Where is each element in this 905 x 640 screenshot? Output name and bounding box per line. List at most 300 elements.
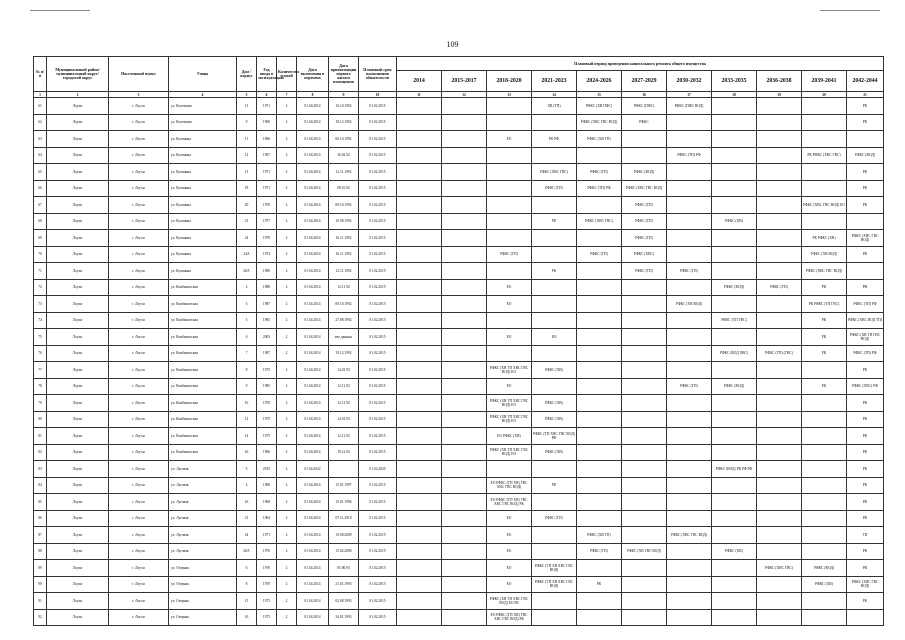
- period-cell: [622, 428, 667, 445]
- floors-cell: 2: [277, 444, 297, 461]
- house-cell: 18: [237, 180, 257, 197]
- period-cell: [397, 543, 442, 560]
- period-cell: [712, 477, 757, 494]
- period-cell: РК: [847, 477, 884, 494]
- period-cell: [442, 131, 487, 148]
- year-built-cell: 2003: [257, 329, 277, 346]
- privatization-cell: 08.10.92: [329, 180, 359, 197]
- street-cell: ул. Комбинатская: [169, 345, 237, 362]
- period-cell: [397, 98, 442, 115]
- date-included-cell: 01.04.2014: [297, 543, 329, 560]
- municipality-cell: Лоухи: [47, 477, 109, 494]
- year-built-cell: 1971: [257, 527, 277, 544]
- house-cell: 4: [237, 477, 257, 494]
- municipality-cell: Лоухи: [47, 395, 109, 412]
- period-cell: РФКС (ХВС) РФ: [847, 378, 884, 395]
- period-cell: ЕО: [487, 576, 532, 593]
- period-cell: [667, 279, 712, 296]
- year-built-cell: 1980: [257, 263, 277, 280]
- header-year: 2033-2035: [712, 71, 757, 92]
- row-number: 68: [34, 213, 47, 230]
- year-built-cell: 1973: [257, 593, 277, 610]
- period-cell: [397, 345, 442, 362]
- row-number: 74: [34, 312, 47, 329]
- column-number: 21: [847, 92, 884, 98]
- row-number: 69: [34, 230, 47, 247]
- header-year: 2030-2032: [667, 71, 712, 92]
- period-cell: [712, 197, 757, 214]
- year-built-cell: 1977: [257, 213, 277, 230]
- settlement-cell: г. Лоухи: [109, 197, 169, 214]
- period-cell: [442, 98, 487, 115]
- deadline-cell: 01.02.2015: [359, 378, 397, 395]
- period-cell: РФКС (ТП): [622, 230, 667, 247]
- column-number: 13: [487, 92, 532, 98]
- column-number: 7: [277, 92, 297, 98]
- period-cell: [757, 164, 802, 181]
- municipality-cell: Лоухи: [47, 510, 109, 527]
- period-cell: РК: [847, 428, 884, 445]
- period-cell: [622, 131, 667, 148]
- row-number: 61: [34, 98, 47, 115]
- settlement-cell: г. Лоухи: [109, 213, 169, 230]
- period-cell: [622, 411, 667, 428]
- street-cell: ул. Комбинатская: [169, 329, 237, 346]
- period-cell: [442, 576, 487, 593]
- street-cell: ул. Комбинатская: [169, 296, 237, 313]
- floors-cell: 2: [277, 510, 297, 527]
- floors-cell: 2: [277, 312, 297, 329]
- floors-cell: 2: [277, 609, 297, 626]
- period-cell: [757, 378, 802, 395]
- column-number: 17: [667, 92, 712, 98]
- period-cell: [802, 164, 847, 181]
- settlement-cell: г. Лоухи: [109, 230, 169, 247]
- row-number: 84: [34, 477, 47, 494]
- header-floors: Количество этажей: [277, 57, 297, 92]
- municipality-cell: Лоухи: [47, 164, 109, 181]
- privatization-cell: 16.02.92: [329, 147, 359, 164]
- period-cell: [487, 197, 532, 214]
- table-row: [34, 477, 884, 494]
- year-built-cell: 1987: [257, 345, 277, 362]
- period-cell: [532, 593, 577, 610]
- period-cell: РФКС (ХВС ГВС): [577, 213, 622, 230]
- privatization-cell: 12.11.92: [329, 395, 359, 412]
- year-built-cell: 1968: [257, 477, 277, 494]
- deadline-cell: 01.02.2015: [359, 147, 397, 164]
- table-row: [34, 197, 884, 214]
- period-cell: [622, 477, 667, 494]
- year-built-cell: 1964: [257, 510, 277, 527]
- year-built-cell: 1973: [257, 609, 277, 626]
- municipality-cell: Лоухи: [47, 279, 109, 296]
- period-cell: РФКС (ВОД): [712, 279, 757, 296]
- period-cell: [577, 329, 622, 346]
- repair-schedule-table: [33, 56, 884, 626]
- period-cell: РК: [802, 279, 847, 296]
- header-year: 2015-2017: [442, 71, 487, 92]
- street-cell: ул. Кузьмина: [169, 147, 237, 164]
- year-built-cell: 1976: [257, 560, 277, 577]
- period-cell: [757, 428, 802, 445]
- period-cell: РФКС (ТП ГВС): [712, 312, 757, 329]
- period-cell: [802, 593, 847, 610]
- period-cell: ЕО РФКС (ХВ): [487, 428, 532, 445]
- row-number: 85: [34, 494, 47, 511]
- period-cell: ЕО РФКС (ТП ХВ) ГВС ХВС ГВС ВОД) РК: [487, 494, 532, 511]
- period-cell: [622, 593, 667, 610]
- period-cell: [757, 444, 802, 461]
- period-cell: [577, 230, 622, 247]
- period-cell: [757, 362, 802, 379]
- house-cell: 20: [237, 197, 257, 214]
- date-included-cell: 01.04.2022: [297, 461, 329, 478]
- period-cell: [487, 98, 532, 115]
- deadline-cell: 01.02.2015: [359, 246, 397, 263]
- period-cell: РФКС (ХВС ГВС ВОД): [847, 576, 884, 593]
- period-cell: [757, 593, 802, 610]
- period-cell: [532, 296, 577, 313]
- period-cell: РФКС (ВОД): [712, 378, 757, 395]
- column-number: 9: [329, 92, 359, 98]
- privatization-cell: 16.10.1992: [329, 98, 359, 115]
- street-cell: ул. Кузьмина: [169, 164, 237, 181]
- period-cell: [442, 609, 487, 626]
- house-cell: 11: [237, 131, 257, 148]
- settlement-cell: г. Лоухи: [109, 609, 169, 626]
- period-cell: [577, 560, 622, 577]
- year-built-cell: 1971: [257, 164, 277, 181]
- period-cell: [757, 510, 802, 527]
- period-cell: [802, 213, 847, 230]
- date-included-cell: 01.04.2014: [297, 114, 329, 131]
- municipality-cell: Лоухи: [47, 147, 109, 164]
- house-cell: 7: [237, 345, 257, 362]
- period-cell: [757, 147, 802, 164]
- floors-cell: 2: [277, 428, 297, 445]
- period-cell: [802, 510, 847, 527]
- header-year: 2014: [397, 71, 442, 92]
- period-cell: [577, 510, 622, 527]
- municipality-cell: Лоухи: [47, 378, 109, 395]
- header-privatization: Дата приватизации первого жилого помещения: [329, 57, 359, 92]
- privatization-cell: 24.01.1993: [329, 609, 359, 626]
- period-cell: [667, 593, 712, 610]
- period-cell: [712, 362, 757, 379]
- floors-cell: 2: [277, 576, 297, 593]
- street-cell: ул. Озерная: [169, 609, 237, 626]
- header-planned-deadline: Плановый срок выполнения обязательств: [359, 57, 397, 92]
- period-cell: [442, 395, 487, 412]
- table-row: [34, 180, 884, 197]
- period-cell: [442, 230, 487, 247]
- period-cell: [397, 263, 442, 280]
- house-cell: 8: [237, 362, 257, 379]
- deadline-cell: 01.02.2015: [359, 345, 397, 362]
- street-cell: ул. Кузьмина: [169, 197, 237, 214]
- period-cell: [712, 147, 757, 164]
- municipality-cell: Лоухи: [47, 411, 109, 428]
- date-included-cell: 01.04.2014: [297, 494, 329, 511]
- house-cell: 16: [237, 444, 257, 461]
- header-settlement: Населенный пункт: [109, 57, 169, 92]
- period-cell: [442, 279, 487, 296]
- municipality-cell: Лоухи: [47, 197, 109, 214]
- privatization-cell: 15.01.1997: [329, 477, 359, 494]
- deadline-cell: 01.02.2015: [359, 98, 397, 115]
- year-built-cell: 1975: [257, 411, 277, 428]
- year-built-cell: 1976: [257, 543, 277, 560]
- street-cell: ул. Комбинатская: [169, 428, 237, 445]
- period-cell: [397, 180, 442, 197]
- municipality-cell: Лоухи: [47, 131, 109, 148]
- street-cell: ул. Кузьмина: [169, 263, 237, 280]
- period-cell: [442, 362, 487, 379]
- settlement-cell: г. Лоухи: [109, 593, 169, 610]
- house-cell: 6: [237, 560, 257, 577]
- period-cell: [442, 461, 487, 478]
- period-cell: РК РФКС (ХВС ГВС): [802, 147, 847, 164]
- period-cell: [397, 296, 442, 313]
- settlement-cell: г. Лоухи: [109, 527, 169, 544]
- municipality-cell: Лоухи: [47, 246, 109, 263]
- header-street: Улица: [169, 57, 237, 92]
- period-cell: [667, 329, 712, 346]
- settlement-cell: г. Лоухи: [109, 543, 169, 560]
- date-included-cell: 01.04.2014: [297, 98, 329, 115]
- deadline-cell: 01.02.2015: [359, 494, 397, 511]
- row-number: 72: [34, 279, 47, 296]
- date-included-cell: 01.04.2014: [297, 510, 329, 527]
- period-cell: [712, 296, 757, 313]
- period-cell: [712, 560, 757, 577]
- period-cell: [577, 494, 622, 511]
- year-built-cell: 1975: [257, 362, 277, 379]
- row-number: 63: [34, 131, 47, 148]
- house-cell: 24: [237, 230, 257, 247]
- period-cell: РК: [847, 411, 884, 428]
- deadline-cell: 01.02.2015: [359, 543, 397, 560]
- header-planned-period: Плановый период проведения капитального ремонта общего имущества: [397, 57, 884, 71]
- period-cell: [577, 362, 622, 379]
- settlement-cell: г. Лоухи: [109, 345, 169, 362]
- period-cell: [622, 312, 667, 329]
- top-rule-left: [30, 10, 90, 11]
- period-cell: РК: [847, 593, 884, 610]
- column-number: 16: [622, 92, 667, 98]
- period-cell: РФКС (ТП ХВ ХВС ГВС ВОД): [532, 560, 577, 577]
- period-cell: [397, 329, 442, 346]
- period-cell: РФКС (ТП): [667, 263, 712, 280]
- period-cell: [667, 114, 712, 131]
- date-included-cell: 01.04.2014: [297, 362, 329, 379]
- period-cell: [442, 197, 487, 214]
- period-cell: [397, 593, 442, 610]
- period-cell: РК: [847, 560, 884, 577]
- period-cell: [802, 131, 847, 148]
- period-cell: РФКС (ХВ): [712, 543, 757, 560]
- header-year: 2024-2026: [577, 71, 622, 92]
- period-cell: [757, 411, 802, 428]
- street-cell: ул. Озерная: [169, 576, 237, 593]
- period-cell: [757, 230, 802, 247]
- period-cell: [397, 510, 442, 527]
- municipality-cell: Лоухи: [47, 329, 109, 346]
- period-cell: [712, 164, 757, 181]
- privatization-cell: 06.10.1992: [329, 131, 359, 148]
- period-cell: ЕО: [487, 560, 532, 577]
- municipality-cell: Лоухи: [47, 461, 109, 478]
- period-cell: ЕО: [487, 279, 532, 296]
- period-cell: [397, 576, 442, 593]
- period-cell: [802, 98, 847, 115]
- period-cell: [442, 378, 487, 395]
- deadline-cell: 01.02.2015: [359, 362, 397, 379]
- street-cell: ул. Луговая: [169, 477, 237, 494]
- settlement-cell: г. Лоухи: [109, 329, 169, 346]
- date-included-cell: 01.04.2014: [297, 180, 329, 197]
- street-cell: ул. Комбинатская: [169, 395, 237, 412]
- floors-cell: 2: [277, 147, 297, 164]
- column-number: 2: [47, 92, 109, 98]
- deadline-cell: 01.02.2015: [359, 395, 397, 412]
- period-cell: [577, 312, 622, 329]
- period-cell: [442, 510, 487, 527]
- period-cell: РФКС (ХВ ТП ХВС ГВС ВОД) ЕО: [487, 444, 532, 461]
- street-cell: ул. Луговая: [169, 510, 237, 527]
- period-cell: [712, 593, 757, 610]
- period-cell: [802, 527, 847, 544]
- floors-cell: 2: [277, 560, 297, 577]
- year-built-cell: 1971: [257, 180, 277, 197]
- period-cell: [442, 593, 487, 610]
- period-cell: [577, 609, 622, 626]
- table-row: [34, 296, 884, 313]
- period-cell: РК РФКС (ТП ГВС): [802, 296, 847, 313]
- floors-cell: 2: [277, 461, 297, 478]
- row-number: 66: [34, 180, 47, 197]
- period-cell: [802, 114, 847, 131]
- period-cell: [622, 444, 667, 461]
- deadline-cell: 01.02.2015: [359, 510, 397, 527]
- period-cell: РФКС (ХВС ГВС): [757, 560, 802, 577]
- period-cell: РФКС (ХВ): [712, 213, 757, 230]
- privatization-cell: 15.01.1996: [329, 494, 359, 511]
- period-cell: [667, 213, 712, 230]
- municipality-cell: Лоухи: [47, 98, 109, 115]
- header-num: № п/п: [34, 57, 47, 92]
- period-cell: РФКС (ХВС ГВС): [532, 164, 577, 181]
- period-cell: ЕО: [487, 527, 532, 544]
- period-cell: [757, 180, 802, 197]
- period-cell: [667, 411, 712, 428]
- table-row: [34, 411, 884, 428]
- row-number: 88: [34, 543, 47, 560]
- period-cell: [757, 296, 802, 313]
- floors-cell: 2: [277, 164, 297, 181]
- deadline-cell: 01.02.2015: [359, 279, 397, 296]
- house-cell: 14: [237, 428, 257, 445]
- period-cell: РК: [532, 263, 577, 280]
- period-cell: РК: [847, 543, 884, 560]
- municipality-cell: Лоухи: [47, 444, 109, 461]
- table-row: [34, 147, 884, 164]
- deadline-cell: 01.02.2015: [359, 197, 397, 214]
- house-cell: 16: [237, 609, 257, 626]
- period-cell: [667, 230, 712, 247]
- period-cell: РФКС (ХВС ГВС ВОД): [577, 114, 622, 131]
- period-cell: [667, 494, 712, 511]
- table-row: [34, 609, 884, 626]
- period-cell: [757, 312, 802, 329]
- period-cell: [577, 444, 622, 461]
- privatization-cell: 19.12.92: [329, 444, 359, 461]
- page-number: 109: [446, 40, 459, 49]
- period-cell: РК: [802, 345, 847, 362]
- row-number: 75: [34, 329, 47, 346]
- date-included-cell: 01.04.2014: [297, 246, 329, 263]
- period-cell: [397, 279, 442, 296]
- period-cell: [442, 543, 487, 560]
- period-cell: [757, 395, 802, 412]
- period-cell: РФКС (ТП): [622, 197, 667, 214]
- header-year: 2042-2044: [847, 71, 884, 92]
- period-cell: [712, 609, 757, 626]
- street-cell: ул. Кузьмина: [169, 230, 237, 247]
- year-built-cell: 1966: [257, 131, 277, 148]
- period-cell: РФКС (ТП): [667, 378, 712, 395]
- settlement-cell: г. Лоухи: [109, 263, 169, 280]
- settlement-cell: г. Лоухи: [109, 98, 169, 115]
- period-cell: [667, 576, 712, 593]
- year-built-cell: 1966: [257, 444, 277, 461]
- period-cell: [802, 411, 847, 428]
- period-cell: [847, 213, 884, 230]
- period-cell: РФКС (ВОД): [802, 560, 847, 577]
- privatization-cell: 19.12.1992: [329, 345, 359, 362]
- table-row: [34, 98, 884, 115]
- street-cell: ул. Луговая: [169, 494, 237, 511]
- municipality-cell: Лоухи: [47, 312, 109, 329]
- period-cell: [397, 378, 442, 395]
- period-cell: [847, 609, 884, 626]
- period-cell: [577, 296, 622, 313]
- period-cell: [397, 560, 442, 577]
- settlement-cell: г. Лоухи: [109, 246, 169, 263]
- period-cell: [712, 230, 757, 247]
- period-cell: [622, 296, 667, 313]
- period-cell: [577, 147, 622, 164]
- header-house: Дом / корпус: [237, 57, 257, 92]
- period-cell: [577, 593, 622, 610]
- period-cell: РФКС (ТП): [532, 510, 577, 527]
- period-cell: [622, 576, 667, 593]
- period-cell: [712, 510, 757, 527]
- municipality-cell: Лоухи: [47, 560, 109, 577]
- table-row: [34, 230, 884, 247]
- date-included-cell: 01.04.2014: [297, 230, 329, 247]
- period-cell: [712, 246, 757, 263]
- period-cell: РФКС (ХВ): [532, 444, 577, 461]
- date-included-cell: 01.04.2014: [297, 378, 329, 395]
- row-number: 67: [34, 197, 47, 214]
- privatization-cell: 12.11.92: [329, 378, 359, 395]
- deadline-cell: 01.02.2015: [359, 560, 397, 577]
- column-number: 14: [532, 92, 577, 98]
- year-built-cell: 1970: [257, 197, 277, 214]
- deadline-cell: 01.02.2015: [359, 593, 397, 610]
